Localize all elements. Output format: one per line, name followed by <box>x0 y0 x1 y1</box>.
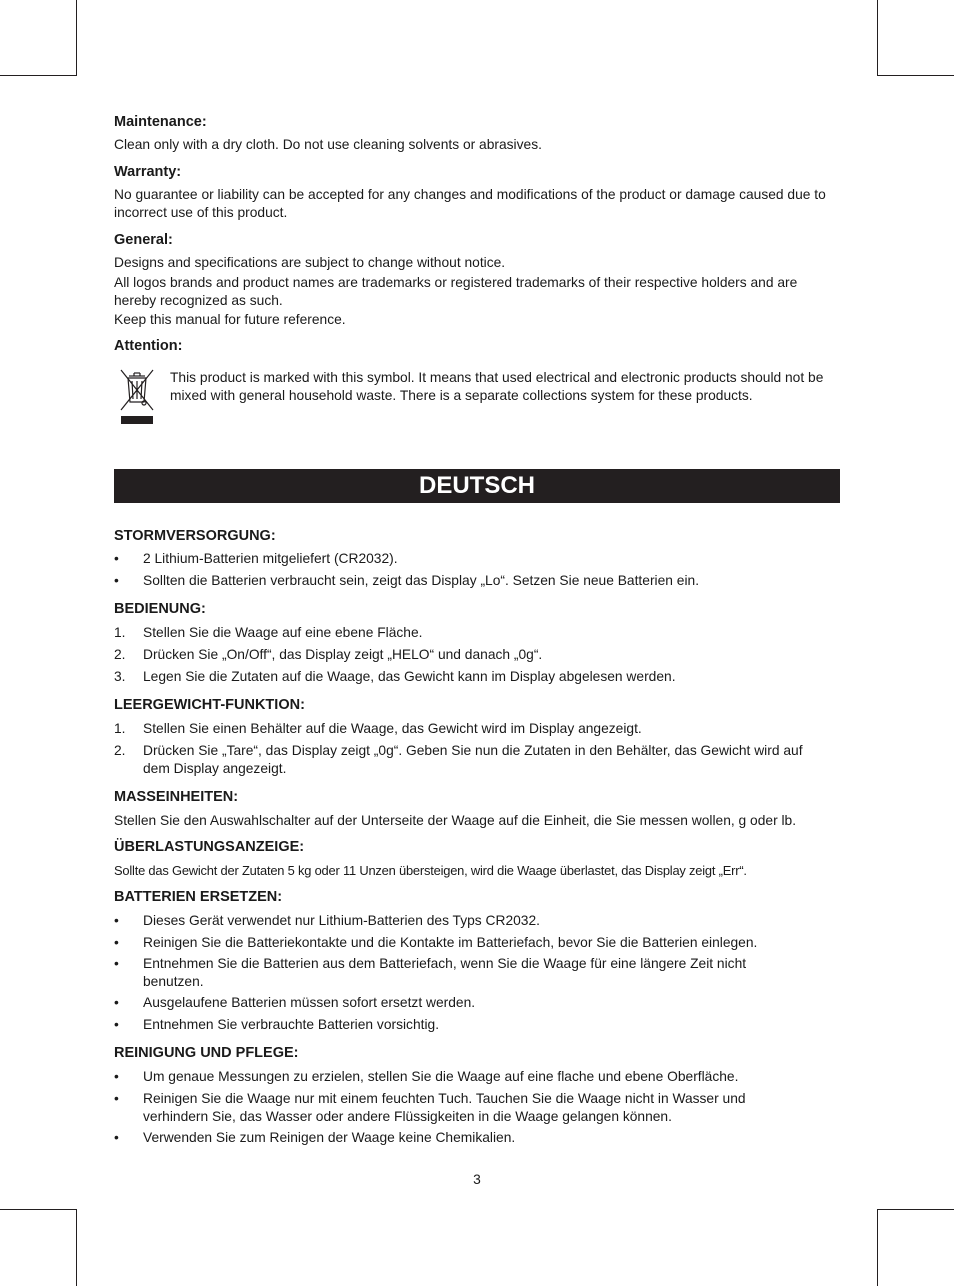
page-number: 3 <box>473 1172 481 1187</box>
list-item-text: Ausgelaufene Batterien müssen sofort ersetzt werden. <box>143 995 476 1010</box>
language-banner: DEUTSCH <box>114 469 840 503</box>
bullet: • <box>114 573 119 588</box>
list-item-text: Drücken Sie „On/Off“, das Display zeigt „HELO“ und danach „0g“. <box>143 647 543 662</box>
list-number: 1. <box>114 721 126 736</box>
crop-mark <box>877 0 878 76</box>
maintenance-text: Clean only with a dry cloth. Do not use cleaning solvents or abrasives. <box>114 137 542 152</box>
general-line: Keep this manual for future reference. <box>114 312 346 327</box>
reinigung-heading: REINIGUNG UND PFLEGE: <box>114 1045 299 1061</box>
list-item-text: Entnehmen Sie verbrauchte Batterien vorsichtig. <box>143 1017 440 1032</box>
weee-crossed-bin-icon <box>117 366 157 426</box>
list-item-text: Um genaue Messungen zu erzielen, stellen Sie die Waage auf eine flache und ebene Oberfläche. <box>143 1069 739 1084</box>
list-item-text: Reinigen Sie die Batteriekontakte und die Kontakte im Batteriefach, bevor Sie die Batterien einlegen. <box>143 935 758 950</box>
crop-mark <box>877 1209 954 1210</box>
masseinheiten-text: Stellen Sie den Auswahlschalter auf der Unterseite der Waage auf die Einheit, die Sie messen wollen, g oder lb. <box>114 813 797 828</box>
warranty-heading: Warranty: <box>114 164 182 180</box>
list-number: 2. <box>114 743 126 758</box>
bullet: • <box>114 935 119 950</box>
bedienung-heading: BEDIENUNG: <box>114 601 206 617</box>
bullet: • <box>114 913 119 928</box>
warranty-text: No guarantee or liability can be accepted for any changes and modifications of the product or damage caused due to incorrect use of this product. <box>114 187 826 220</box>
general-line: Designs and specifications are subject to change without notice. <box>114 255 506 270</box>
batterien-heading: BATTERIEN ERSETZEN: <box>114 889 283 905</box>
bullet: • <box>114 956 119 971</box>
attention-heading: Attention: <box>114 338 183 354</box>
stromversorgung-heading: STORMVERSORGUNG: <box>114 528 276 544</box>
maintenance-heading: Maintenance: <box>114 114 207 130</box>
general-heading: General: <box>114 232 173 248</box>
bullet: • <box>114 1091 119 1106</box>
crop-mark <box>877 75 954 76</box>
list-item-text: 2 Lithium-Batterien mitgeliefert (CR2032). <box>143 551 398 566</box>
bullet: • <box>114 1017 119 1032</box>
bullet: • <box>114 1069 119 1084</box>
masseinheiten-heading: MASSEINHEITEN: <box>114 789 239 805</box>
crop-mark <box>0 1209 77 1210</box>
list-number: 2. <box>114 647 126 662</box>
leergewicht-heading: LEERGEWICHT-FUNKTION: <box>114 697 305 713</box>
list-item-text: Stellen Sie einen Behälter auf die Waage, das Gewicht wird im Display angezeigt. <box>143 721 642 736</box>
list-item-text: Drücken Sie „Tare“, das Display zeigt „0g“. Geben Sie nun die Zutaten in den Behälter, das Gewicht wird auf dem Display angezeigt. <box>143 743 803 776</box>
list-item-text: Legen Sie die Zutaten auf die Waage, das Gewicht kann im Display abgelesen werden. <box>143 669 676 684</box>
crop-mark <box>76 0 77 76</box>
general-line: All logos brands and product names are trademarks or registered trademarks of their respective holders and are hereby recognized as such. <box>114 275 798 308</box>
list-item-text: Dieses Gerät verwendet nur Lithium-Batterien des Typs CR2032. <box>143 913 540 928</box>
list-item-text: Sollten die Batterien verbraucht sein, zeigt das Display „Lo“. Setzen Sie neue Batterien ein. <box>143 573 700 588</box>
list-item-text: Verwenden Sie zum Reinigen der Waage keine Chemikalien. <box>143 1130 516 1145</box>
crop-mark <box>0 75 77 76</box>
list-item-text: Reinigen Sie die Waage nur mit einem feuchten Tuch. Tauchen Sie die Waage nicht in Wasser und verhindern Sie, das Wasser oder andere Flüssigkeiten in die Waage gelangen können. <box>143 1091 746 1124</box>
list-number: 1. <box>114 625 126 640</box>
crop-mark <box>76 1209 77 1286</box>
ueberlastung-text: Sollte das Gewicht der Zutaten 5 kg oder 11 Unzen übersteigen, wird die Waage überlastet, das Display zeigt „Err“. <box>114 863 747 878</box>
bullet: • <box>114 551 119 566</box>
list-number: 3. <box>114 669 126 684</box>
ueberlastung-heading: ÜBERLASTUNGSANZEIGE: <box>114 839 305 855</box>
list-item-text: Entnehmen Sie die Batterien aus dem Batteriefach, wenn Sie die Waage für eine längere Zeit nicht benutzen. <box>143 956 747 989</box>
crop-mark <box>877 1209 878 1286</box>
attention-text: This product is marked with this symbol. It means that used electrical and electronic products should not be mixed with general household waste. There is a separate collections system for these products. <box>170 370 824 403</box>
bullet: • <box>114 1130 119 1145</box>
list-item-text: Stellen Sie die Waage auf eine ebene Fläche. <box>143 625 423 640</box>
bullet: • <box>114 995 119 1010</box>
